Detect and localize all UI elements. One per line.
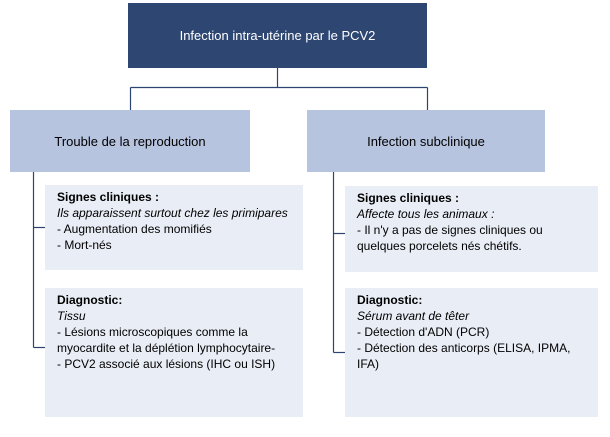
diagnostic-item: - Détection d'ADN (PCR) (357, 325, 490, 339)
branch-node-subclinical-label: Infection subclinique (367, 133, 485, 149)
branch-node-subclinical (307, 110, 545, 172)
diagnostic-subheading: Sérum avant de têter (357, 309, 470, 323)
root-node (128, 3, 427, 68)
clinical-signs-heading: Signes cliniques : (357, 191, 460, 205)
diagnostic-item: - PCV2 associé aux lésions (IHC ou ISH) (57, 357, 276, 371)
diagnostic-heading: Diagnostic: (357, 293, 423, 307)
diagnostic-subheading: Tissu (57, 309, 86, 323)
detail-box-reproduction-clinical-signs (45, 185, 303, 270)
diagnostic-item: - Lésions microscopiques comme la myocardite et la déplétion lymphocytaire- (57, 325, 276, 355)
branch-node-reproduction-label: Trouble de la reproduction (54, 133, 206, 149)
clinical-signs-subheading: Ils apparaissent surtout chez les primipares (57, 206, 288, 220)
clinical-signs-item: - Mort-nés (57, 238, 112, 252)
clinical-signs-heading: Signes cliniques : (57, 190, 160, 204)
clinical-signs-subheading: Affecte tous les animaux : (357, 207, 495, 221)
diagnostic-heading: Diagnostic: (57, 293, 123, 307)
branch-node-reproduction (10, 110, 250, 172)
detail-box-reproduction-diagnostic (45, 288, 303, 417)
detail-box-subclinical-diagnostic (345, 288, 598, 417)
detail-box-subclinical-clinical-signs (345, 186, 598, 272)
root-node-label: Infection intra-utérine par le PCV2 (179, 28, 376, 43)
clinical-signs-item: - Il n'y a pas de signes cliniques ou quelques porcelets nés chétifs. (357, 223, 543, 253)
clinical-signs-item: - Augmentation des momifiés (57, 222, 212, 236)
diagnostic-item: - Détection des anticorps (ELISA, IPMA, IFA) (357, 341, 571, 371)
